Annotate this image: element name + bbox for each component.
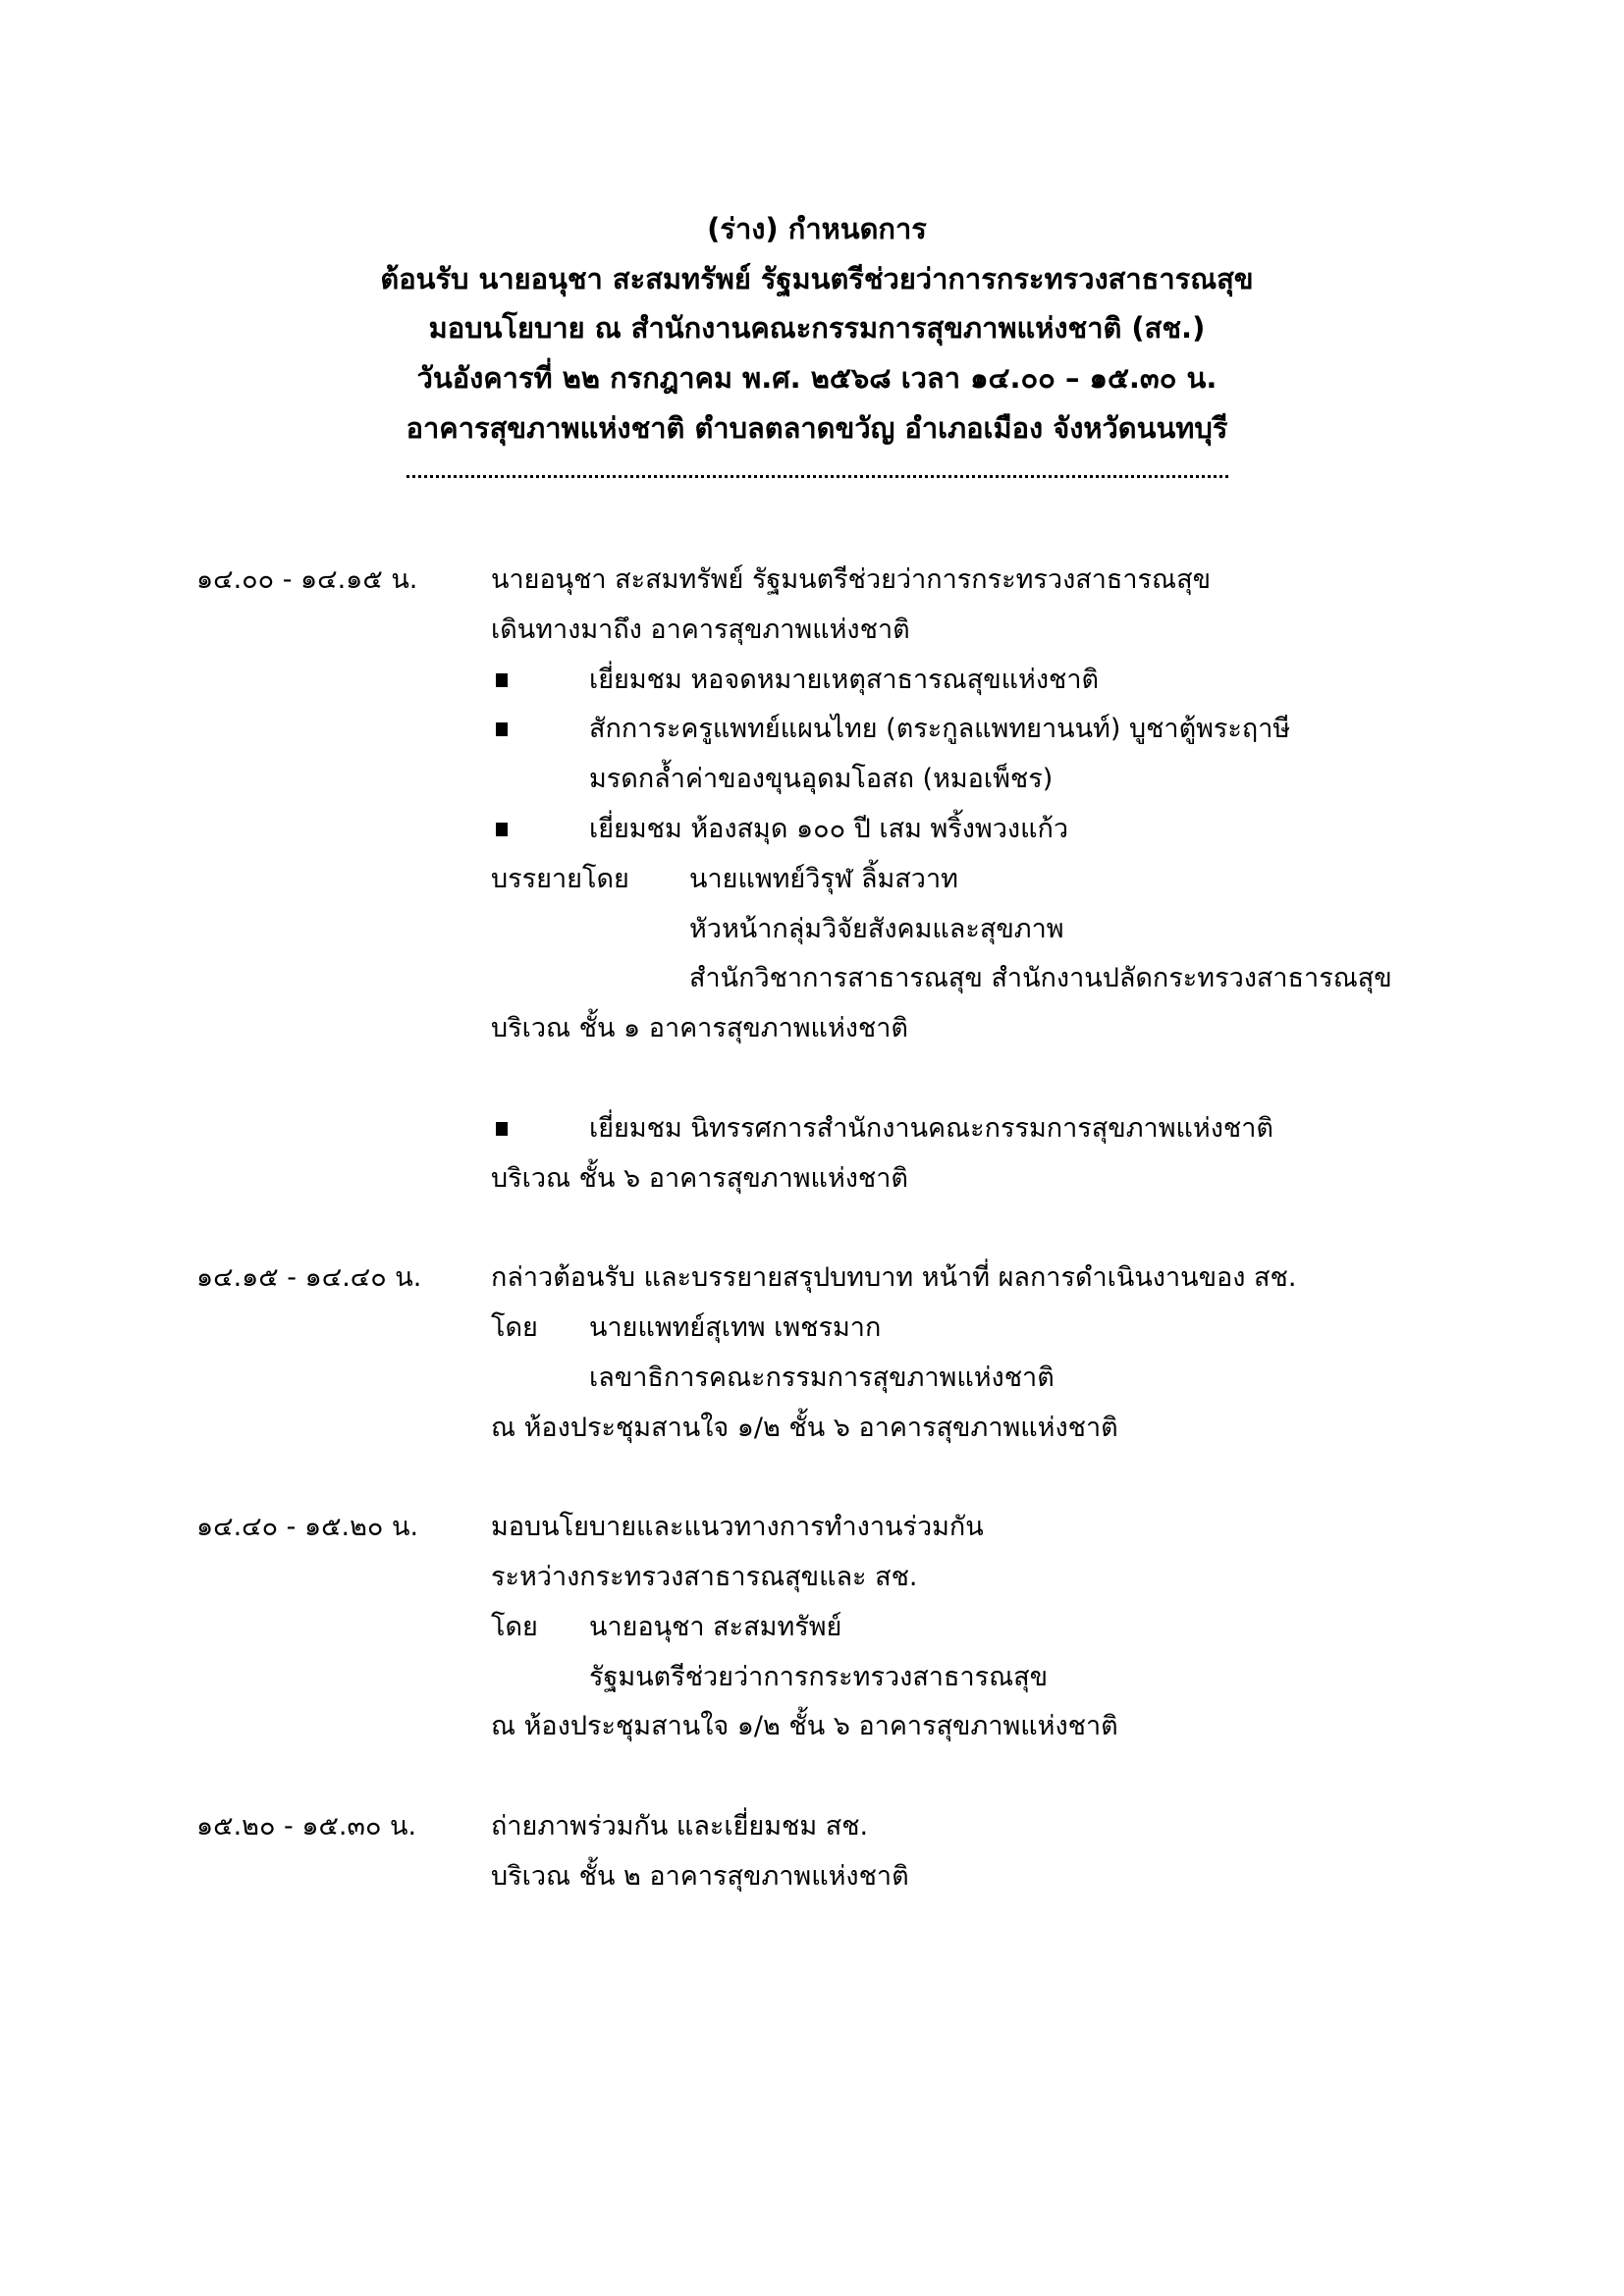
schedule-location: ณ ห้องประชุมสานใจ ๑/๒ ชั้น ๖ อาคารสุขภาพแห่งชาติ [491, 1711, 1118, 1742]
header-date: วันอังคารที่ ๒๒ กรกฎาคม พ.ศ. ๒๕๖๘ เวลา ๑๔.๐๐ – ๑๕.๓๐ น. [416, 361, 1218, 396]
schedule-location: บริเวณ ชั้น ๒ อาคารสุขภาพแห่งชาติ [491, 1860, 909, 1892]
bullet-text: เยี่ยมชม ห้องสมุด ๑๐๐ ปี เสม พริ้งพวงแก้ว [589, 813, 1068, 844]
schedule-text: กล่าวต้อนรับ และบรรยายสรุปบทบาท หน้าที่ ผลการดำเนินงานของ สช. [491, 1262, 1297, 1294]
header-line: ต้อนรับ นายอนุชา สะสมทรัพย์ รัฐมนตรีช่วยว่าการกระทรวงสาธารณสุข [380, 261, 1254, 295]
bullet-text: เยี่ยมชม นิทรรศการสำนักงานคณะกรรมการสุขภาพแห่งชาติ [589, 1112, 1273, 1144]
schedule-time: ๑๔.๐๐ - ๑๔.๑๕ น. [196, 564, 418, 595]
by-label: โดย [491, 1311, 538, 1343]
header-line: มอบนโยบาย ณ สำนักงานคณะกรรมการสุขภาพแห่งชาติ (สช.) [428, 311, 1206, 346]
lecturer-name: นายแพทย์วิรุฬ ลิ้มสวาท [689, 863, 958, 894]
bullet-text: มรดกล้ำค่าของขุนอุดมโอสถ (หมอเพ็ชร) [589, 764, 1054, 795]
square-bullet-icon [496, 823, 508, 836]
schedule-text: มอบนโยบายและแนวทางการทำงานร่วมกัน [491, 1512, 984, 1543]
square-bullet-icon [496, 722, 508, 736]
schedule-location: บริเวณ ชั้น ๑ อาคารสุขภาพแห่งชาติ [491, 1013, 908, 1044]
document-title: (ร่าง) กำหนดการ [707, 212, 927, 245]
schedule-location: บริเวณ ชั้น ๖ อาคารสุขภาพแห่งชาติ [491, 1162, 908, 1194]
header-location: อาคารสุขภาพแห่งชาติ ตำบลตลาดขวัญ อำเภอเมือง จังหวัดนนทบุรี [406, 410, 1228, 445]
lecturer-position: หัวหน้ากลุ่มวิจัยสังคมและสุขภาพ [689, 913, 1064, 944]
schedule [0, 556, 1624, 1902]
schedule-time: ๑๔.๑๕ - ๑๔.๔๐ น. [196, 1262, 422, 1294]
lecture-label: บรรยายโดย [491, 863, 629, 894]
schedule-text: ถ่ายภาพร่วมกัน และเยี่ยมชม สช. [491, 1810, 869, 1842]
bullet-text: สักการะครูแพทย์แผนไทย (ตระกูลแพทยานนท์) บูชาตู้พระฤาษี [589, 714, 1291, 745]
square-bullet-icon [496, 673, 508, 687]
schedule-location: ณ ห้องประชุมสานใจ ๑/๒ ชั้น ๖ อาคารสุขภาพแห่งชาติ [491, 1412, 1118, 1443]
dotted-divider [406, 469, 1228, 478]
speaker-name: นายอนุชา สะสมทรัพย์ [589, 1611, 842, 1642]
square-bullet-icon [496, 1122, 508, 1136]
lecturer-position: สำนักวิชาการสาธารณสุข สำนักงานปลัดกระทรวงสาธารณสุข [689, 963, 1392, 994]
by-label: โดย [491, 1611, 538, 1642]
schedule-time: ๑๔.๔๐ - ๑๕.๒๐ น. [196, 1512, 419, 1543]
schedule-time: ๑๕.๒๐ - ๑๕.๓๐ น. [196, 1810, 417, 1842]
document-header [0, 204, 1624, 453]
schedule-text: นายอนุชา สะสมทรัพย์ รัฐมนตรีช่วยว่าการกระทรวงสาธารณสุข [491, 564, 1212, 595]
speaker-position: รัฐมนตรีช่วยว่าการกระทรวงสาธารณสุข [589, 1661, 1049, 1692]
speaker-name: นายแพทย์สุเทพ เพชรมาก [589, 1311, 882, 1343]
schedule-text: เดินทางมาถึง อาคารสุขภาพแห่งชาติ [491, 614, 910, 645]
schedule-text: ระหว่างกระทรวงสาธารณสุขและ สช. [491, 1561, 918, 1592]
speaker-position: เลขาธิการคณะกรรมการสุขภาพแห่งชาติ [589, 1362, 1055, 1393]
bullet-text: เยี่ยมชม หอจดหมายเหตุสาธารณสุขแห่งชาติ [589, 664, 1100, 695]
